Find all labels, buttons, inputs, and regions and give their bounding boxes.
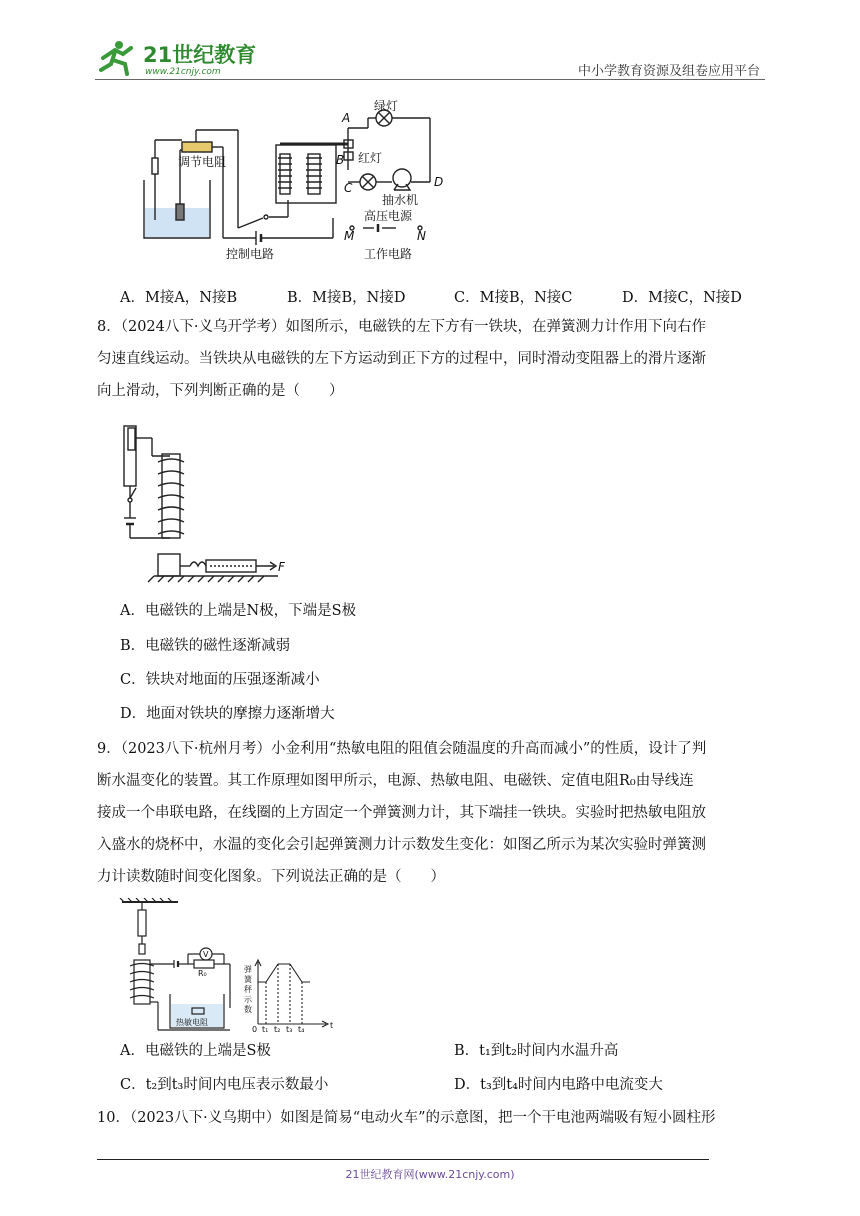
q8-electromagnet-figure — [118, 418, 298, 592]
q8-option-a[interactable]: A．电磁铁的上端是N极，下端是S极 — [120, 603, 357, 619]
svg-text:B: B — [336, 153, 345, 167]
q8-option-b[interactable]: B．电磁铁的磁性逐渐减弱 — [120, 638, 291, 654]
svg-text:t₃: t₃ — [286, 1025, 293, 1034]
q7-option-c[interactable]: C．M接B，N接C — [454, 290, 573, 306]
q7-circuit-figure — [138, 100, 458, 274]
logo-title: 21世纪教育 — [143, 43, 257, 67]
footer-text[interactable]: 21世纪教育网(www.21cnjy.com) — [345, 1168, 515, 1181]
q9-option-b[interactable]: B．t₁到t₂时间内水温升高 — [454, 1043, 619, 1059]
label-work: 工作电路 — [364, 247, 413, 261]
svg-text:t₂: t₂ — [274, 1025, 281, 1034]
q9-figure — [118, 898, 348, 1038]
svg-text:V: V — [203, 950, 209, 959]
runner-logo-icon — [101, 41, 131, 74]
svg-text:数: 数 — [244, 1005, 252, 1014]
label-green: 绿灯 — [374, 100, 399, 113]
svg-text:A: A — [342, 111, 351, 125]
label-adjust: 调节电阻 — [178, 155, 227, 169]
svg-text:N: N — [417, 229, 426, 243]
svg-text:D: D — [434, 175, 444, 189]
label-control: 控制电路 — [226, 247, 275, 261]
q9-question: 9．（2023八下·杭州月考）小金利用“热敏电阻的阻值会随温度的升高而减小”的性质，设计了判 断水温变化的装置。其工作原理如图甲所示，电源、热敏电阻、电磁铁、定值电阻R₀由导线连 接成一个串联电路，在线圈的上方固定一个弹簧测力计，其下端挂一铁块。实验时把热敏电阻放 入盛水的烧杯中，水温的变化会引起弹簧测力计示数发生变化：如图乙所示为某次实验时弹簧测 力计读数随时间变化图象。下列说法正确的是（ ） — [97, 741, 707, 885]
q8-option-c[interactable]: C．铁块对地面的压强逐渐减小 — [120, 672, 320, 688]
logo — [95, 38, 260, 78]
svg-text:弹: 弹 — [244, 965, 252, 974]
svg-text:t₄: t₄ — [298, 1025, 305, 1034]
svg-text:0: 0 — [252, 1025, 258, 1034]
header-platform-text: 中小学教育资源及组卷应用平台 — [577, 64, 760, 79]
svg-text:M: M — [344, 229, 355, 243]
svg-text:簧: 簧 — [244, 975, 252, 984]
svg-text:C: C — [344, 181, 353, 195]
footer-divider — [97, 1159, 709, 1160]
label-red: 红灯 — [358, 151, 383, 165]
svg-text:t: t — [330, 1021, 334, 1030]
logo-url: www.21cnjy.com — [145, 67, 221, 77]
q9-option-a[interactable]: A．电磁铁的上端是S极 — [120, 1043, 271, 1059]
q10-question: 10．（2023八下·义乌期中）如图是简易“电动火车”的示意图，把一个干电池两端吸有短小圆柱形 — [97, 1110, 716, 1126]
q7-option-b[interactable]: B．M接B，N接D — [287, 290, 406, 306]
q9-graph — [255, 960, 328, 1027]
svg-text:热敏电阻: 热敏电阻 — [176, 1018, 208, 1027]
svg-text:示: 示 — [244, 995, 252, 1004]
q8-question: 8．（2024八下·义乌开学考）如图所示，电磁铁的左下方有一铁块，在弹簧测力计作用下向右作 匀速直线运动。当铁块从电磁铁的左下方运动到正下方的过程中，同时滑动变阻器上的滑片逐渐 向上滑动，下列判断正确的是（ ） — [97, 319, 706, 399]
q9-option-d[interactable]: D．t₃到t₄时间内电路中电流变大 — [454, 1077, 663, 1093]
header-divider — [95, 79, 765, 80]
svg-text:F: F — [278, 560, 285, 574]
svg-text:秤: 秤 — [244, 985, 252, 994]
q7-option-d[interactable]: D．M接C，N接D — [622, 290, 742, 306]
label-hv: 高压电源 — [364, 209, 413, 223]
q9-option-c[interactable]: C．t₂到t₃时间内电压表示数最小 — [120, 1077, 329, 1093]
q7-option-a[interactable]: A．M接A，N接B — [120, 290, 238, 306]
q8-option-d[interactable]: D．地面对铁块的摩擦力逐渐增大 — [120, 706, 335, 722]
svg-text:R₀: R₀ — [198, 969, 207, 978]
label-pump: 抽水机 — [382, 193, 419, 207]
svg-text:t₁: t₁ — [262, 1025, 269, 1034]
